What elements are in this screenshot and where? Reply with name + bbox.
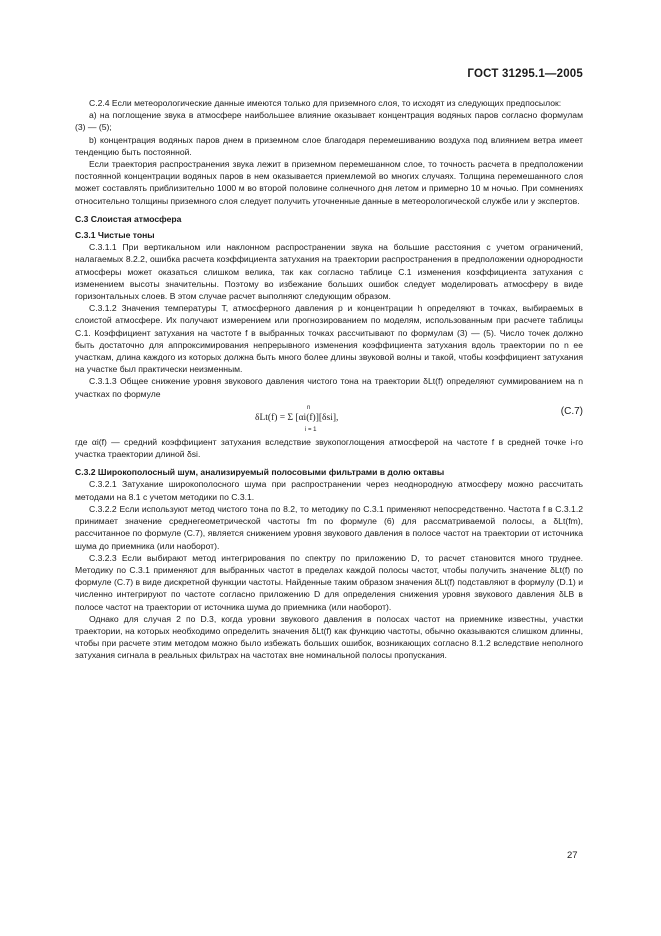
- paragraph-mixed-layer: Если траектория распространения звука лежит в приземном перемешанном слое, то точность расчета в предположении постоянной концентрации водяных паров в нем оказывается приемлемой во многих случаях. Толщина перемешанного слоя может составлять приблизительно 1000 м во второй половине солнечного дня летом и примерно 10 м ночью. При сомнениях относительно толщины приземного слоя следует получить уточненные данные в метеорологической службе или у экспертов.: [75, 159, 583, 206]
- paragraph-c323: С.3.2.3 Если выбирают метод интегрирования по спектру по приложению D, то расчет становится много труднее. Методику по С.3.1 применяют для выбранных частот в пределах каждой полосы частот, чтобы получить значение δLt(f) по формуле (С.7) в виде дискретной функции частоты. Найденные таким образом значения δLt(f) подставляют в формулу (D.1) и численно интегрируют по частоте согласно приложению D для определения снижения уровня звукового давления δLB в полосе частот на траектории от источника шума до приемника (или наоборот).: [75, 552, 583, 612]
- formula-expression: δLt(f) = Σ [αi(f)][δsi],: [255, 412, 339, 423]
- document-header: ГОСТ 31295.1—2005: [467, 68, 583, 80]
- heading-c3: С.3 Слоистая атмосфера: [75, 213, 182, 224]
- formula-sum-lower-limit: i = 1: [305, 426, 317, 433]
- page-content: [75, 97, 583, 662]
- heading-c32: С.3.2 Широкополосный шум, анализируемый полосовыми фильтрами в долю октавы: [75, 467, 445, 478]
- paragraph-c24: С.2.4 Если метеорологические данные имеются только для приземного слоя, то исходят из следующих предпосылок:: [89, 98, 562, 108]
- page-number: 27: [567, 850, 578, 861]
- heading-c31: С.3.1 Чистые тоны: [75, 230, 155, 241]
- paragraph-c321: С.3.2.1 Затухание широкополосного шума при распространении через неоднородную атмосферу можно рассчитать методами на 8.1 с учетом методики по С.3.1.: [75, 479, 583, 502]
- paragraph-c322: С.3.2.2 Если используют метод чистого тона по 8.2, то методику по С.3.1 применяют непосредственно. Частота f в С.3.1.2 принимает значение среднегеометрической частоты fm по формуле (6) для рассматриваемой полосы, а δLt(fm), рассчитанное по формуле (С.7), является снижением уровня звукового давления в полосе частот на траектории от источника шума до приемника (или наоборот).: [75, 503, 583, 551]
- paragraph-item-b: b) концентрация водяных паров днем в приземном слое благодаря перемешиванию воздуха под влиянием ветра имеет тенденцию быть постоянной.: [75, 134, 583, 157]
- paragraph-c312: С.3.1.2 Значения температуры T, атмосферного давления p и концентрации h определяют в точках, выбираемых в слоистой атмосфере. Их получают измерением или прогнозированием по моделям, использованным при расчете таблицы С.1. Коэффициент затухания на частоте f в выбранных точках рассчитывают по формулам (3) — (5). Число точек должно быть достаточно для аппроксимирования непрерывного изменения коэффициента затухания вдоль траектории по n ее участкам, длина каждого из которых должна быть много более длины звуковой волны и такой, чтобы коэффициент затухания на участке был практически неизменным.: [75, 303, 583, 375]
- formula-where-clause: где αi(f) — средний коэффициент затухания вследствие звукопоглощения атмосферой на частоте f в средней точке i-го участка траектории длиной δsi.: [75, 436, 583, 460]
- formula-sum-upper-limit: n: [307, 404, 311, 411]
- paragraph-item-a: а) на поглощение звука в атмосфере наибольшее влияние оказывает концентрация водяных паров согласно формулам (3) — (5);: [75, 110, 583, 133]
- paragraph-c313: С.3.1.3 Общее снижение уровня звукового давления чистого тона на траектории δLt(f) определяют суммированием на n участках по формуле: [75, 376, 583, 399]
- formula-c7: [75, 402, 583, 434]
- formula-number: (C.7): [560, 405, 583, 417]
- paragraph-case2: Однако для случая 2 по D.3, когда уровни звукового давления в полосах частот на приемнике известны, участки траектории, на которых необходимо определить значения δLt(f) как функцию частоты, обычно оказываются слишком длинны, чтобы при расчете этим методом можно было избежать больших ошибок, возникающих согласно 8.1.2 вследствие неполного затухания сигнала в реальных фильтрах на частотах вне номинальной полосы пропускания.: [75, 613, 583, 661]
- paragraph-c311: С.3.1.1 При вертикальном или наклонном распространении звука на большие расстояния с учетом ограничений, налагаемых 8.2.2, ошибка расчета коэффициента затухания на траектории распространения в предположении однородности атмосферы может оказаться слишком велика, так как согласно таблице С.1 изменения коэффициента затухания с изменением высоты значительны. Поэтому во избежание больших ошибок следует моделировать атмосферу в виде горизонтальных слоев. В этом случае расчет выполняют следующим образом.: [75, 242, 583, 302]
